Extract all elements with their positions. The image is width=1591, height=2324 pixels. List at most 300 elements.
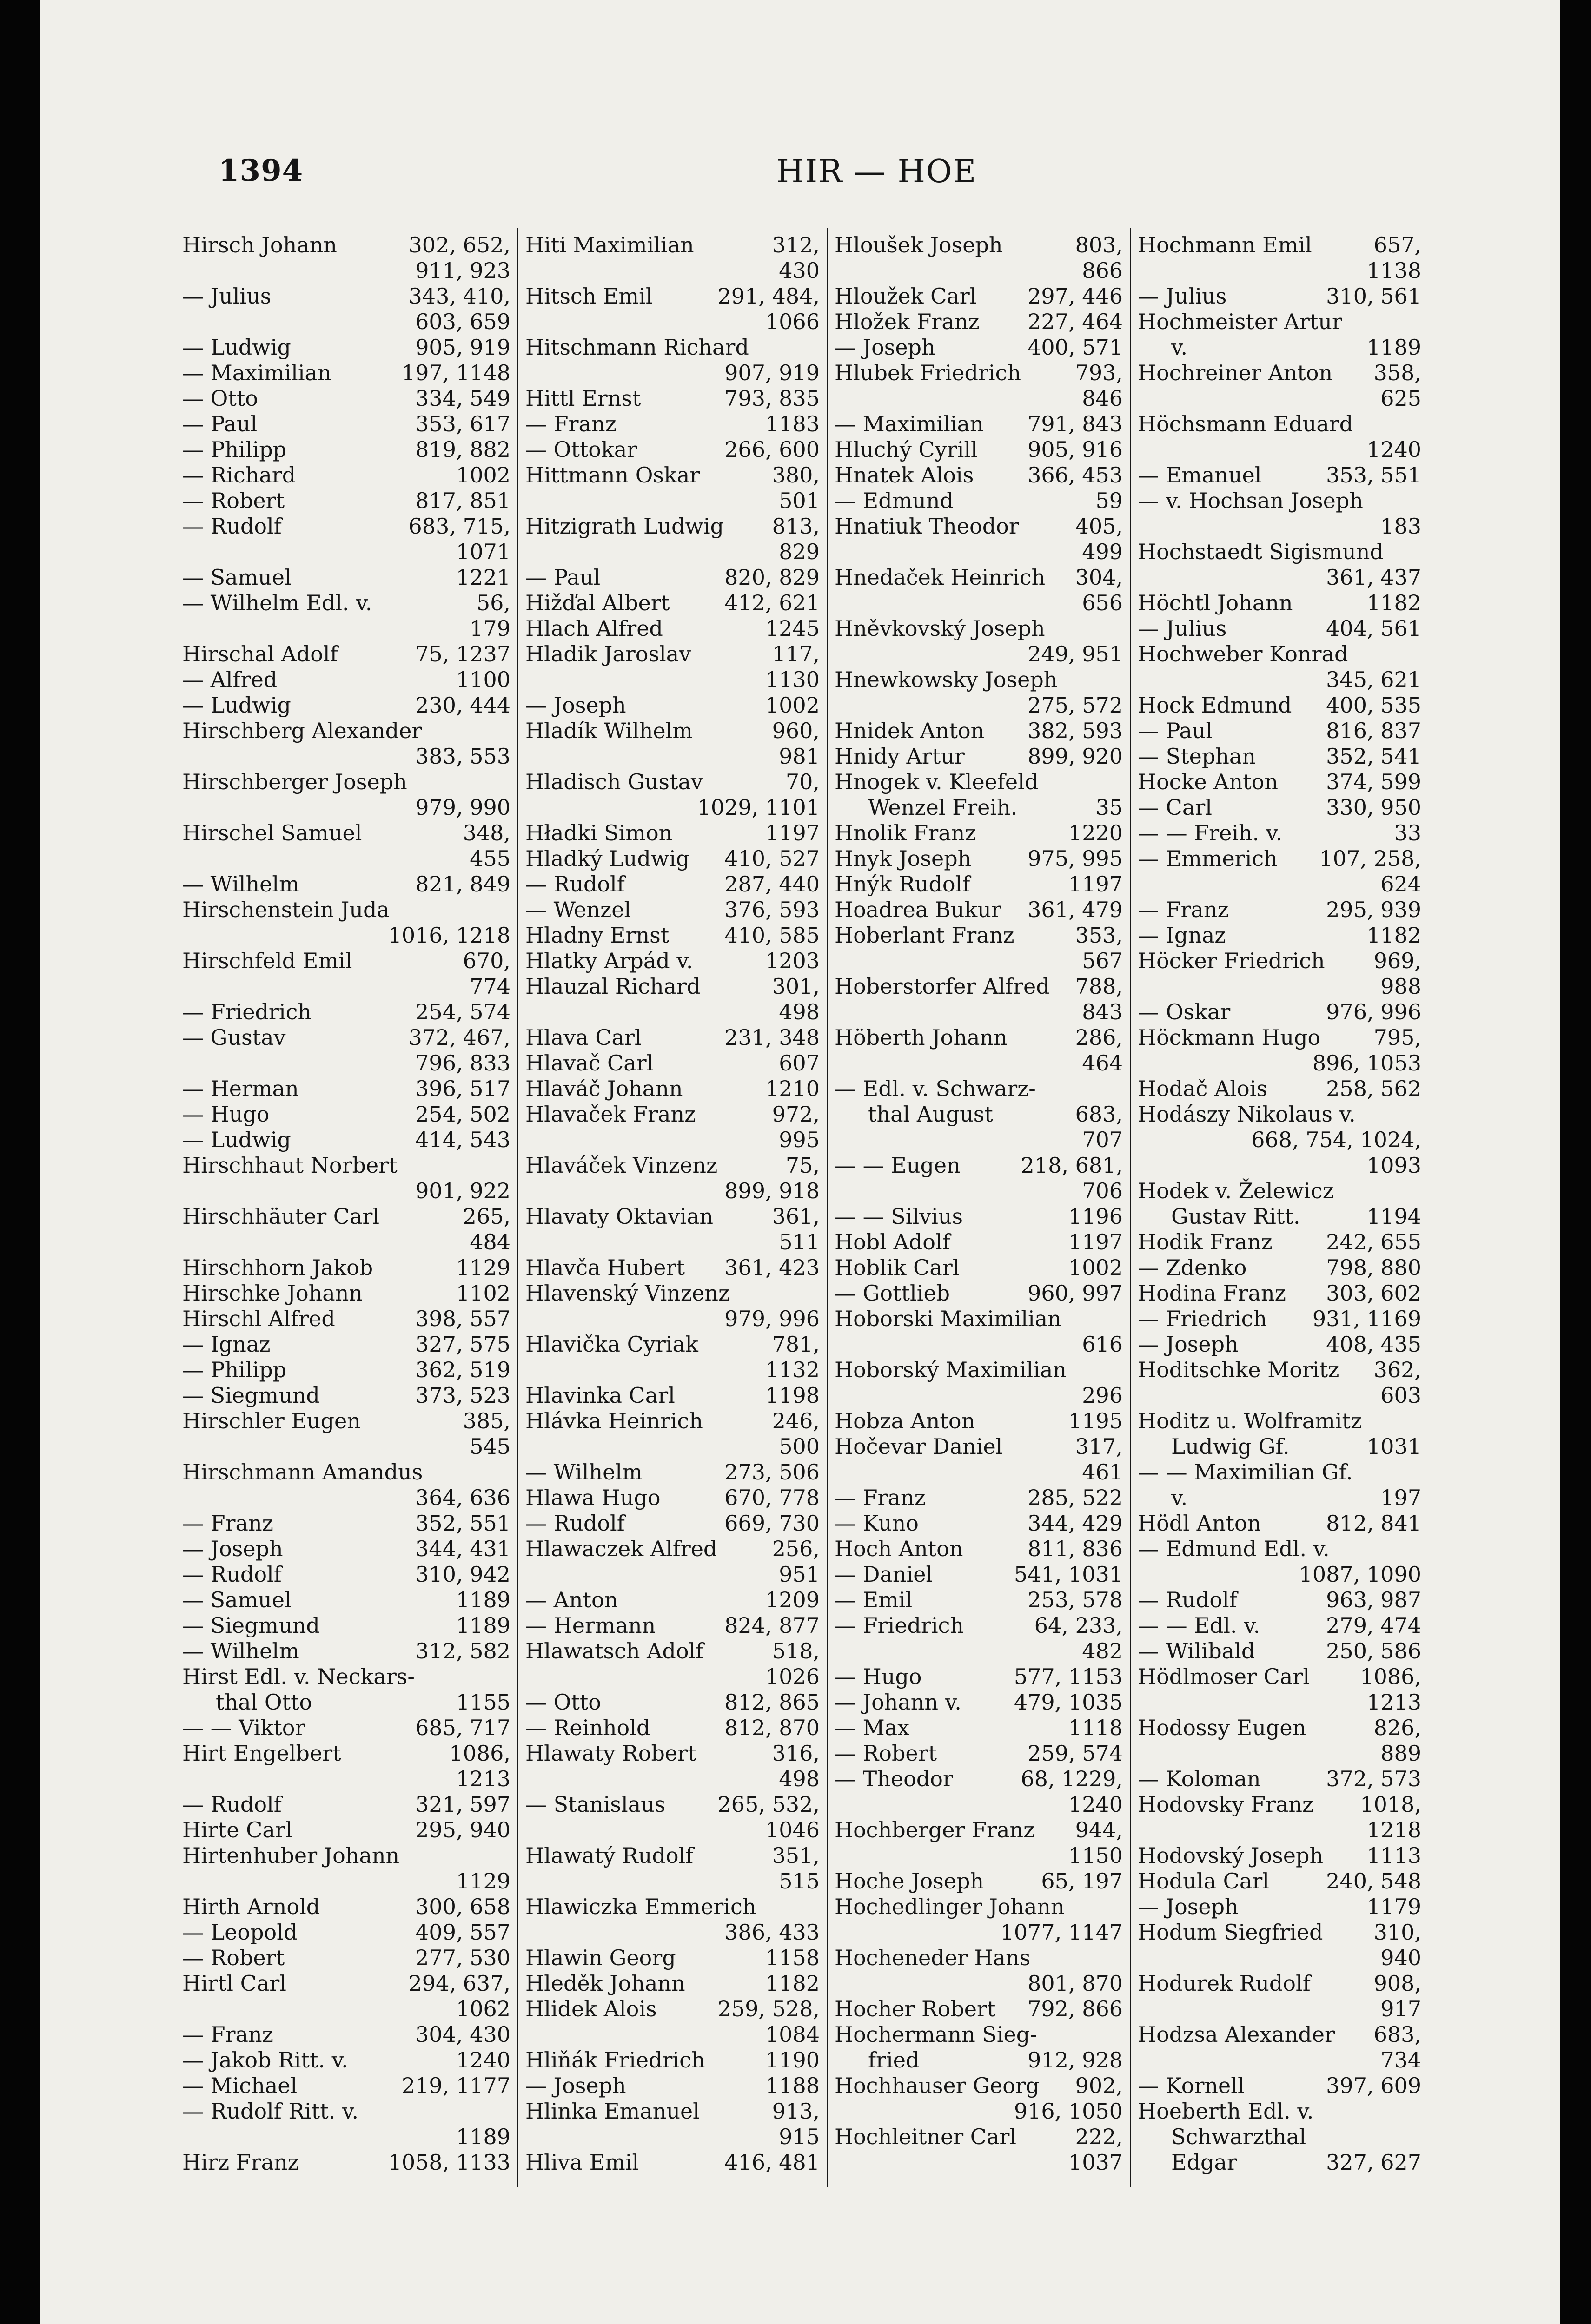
index-entry bbox=[1138, 1050, 1421, 1076]
entry-name: Hlubek Friedrich bbox=[835, 360, 1021, 385]
index-entry bbox=[1138, 769, 1421, 795]
entry-pages: 259, 574 bbox=[1028, 1741, 1123, 1766]
entry-pages: 416, 481 bbox=[724, 2150, 820, 2175]
index-entry bbox=[1138, 258, 1421, 284]
index-entry bbox=[525, 1920, 820, 1945]
index-entry bbox=[525, 1843, 820, 1868]
index-entry bbox=[835, 232, 1123, 258]
entry-name: Schwarzthal bbox=[1171, 2124, 1306, 2149]
entry-pages: 545 bbox=[470, 1434, 510, 1459]
entry-pages: 1018, bbox=[1360, 1792, 1421, 1817]
entry-name: Hoblik Carl bbox=[835, 1255, 960, 1280]
entry-pages: 484 bbox=[470, 1229, 510, 1254]
entry-name: — Siegmund bbox=[182, 1383, 320, 1408]
entry-pages: 812, 841 bbox=[1326, 1511, 1421, 1536]
index-entry bbox=[835, 2150, 1123, 2175]
entry-name: Hochedlinger Johann bbox=[835, 1894, 1065, 1919]
entry-pages: 259, 528, bbox=[717, 1996, 820, 2021]
index-entry bbox=[1138, 923, 1421, 948]
entry-pages: 817, 851 bbox=[415, 488, 510, 513]
index-entry bbox=[525, 1255, 820, 1281]
index-entry bbox=[835, 386, 1123, 411]
entry-name: — Siegmund bbox=[182, 1613, 320, 1638]
entry-name: Hlava Carl bbox=[525, 1025, 642, 1050]
entry-pages: 361, bbox=[772, 1204, 820, 1229]
entry-pages: 455 bbox=[470, 846, 510, 871]
index-entry bbox=[525, 616, 820, 641]
entry-pages: 899, 920 bbox=[1028, 744, 1123, 769]
entry-pages: 316, bbox=[772, 1741, 820, 1766]
entry-name: Hobl Adolf bbox=[835, 1229, 950, 1254]
entry-name: Ludwig Gf. bbox=[1171, 1434, 1290, 1459]
entry-pages: 1093 bbox=[1366, 1153, 1421, 1178]
entry-pages: 668, 754, 1024, bbox=[1251, 1127, 1421, 1152]
entry-pages: 482 bbox=[1082, 1638, 1123, 1664]
entry-pages: 916, 1050 bbox=[1014, 2099, 1123, 2124]
index-entry bbox=[1138, 2047, 1421, 2073]
index-entry bbox=[525, 846, 820, 872]
column-divider bbox=[1130, 228, 1131, 2187]
entry-name: — Hermann bbox=[525, 1613, 656, 1638]
entry-name: Hobza Anton bbox=[835, 1408, 975, 1433]
index-entry bbox=[182, 462, 510, 488]
entry-name: — Friedrich bbox=[182, 999, 312, 1024]
entry-name: — Ignaz bbox=[1138, 923, 1226, 948]
index-entry bbox=[182, 1229, 510, 1255]
index-entry bbox=[835, 462, 1123, 488]
entry-name: Hladny Ernst bbox=[525, 923, 670, 948]
index-entry bbox=[182, 1357, 510, 1383]
index-entry bbox=[835, 2099, 1123, 2124]
index-entry bbox=[182, 1332, 510, 1357]
index-entry bbox=[525, 1178, 820, 1204]
entry-name: Hirsch Johann bbox=[182, 232, 337, 257]
entry-pages: 327, 575 bbox=[415, 1332, 510, 1357]
entry-name: thal Otto bbox=[216, 1690, 312, 1715]
entry-name: Hlavča Hubert bbox=[525, 1255, 685, 1280]
entry-pages: 59 bbox=[1095, 488, 1123, 513]
index-entry bbox=[182, 437, 510, 462]
entry-pages: 1182 bbox=[765, 1971, 820, 1996]
entry-name: Höberth Johann bbox=[835, 1025, 1008, 1050]
index-entry bbox=[835, 1229, 1123, 1255]
index-entry bbox=[182, 948, 510, 974]
entry-name: — Maximilian bbox=[835, 411, 984, 436]
index-entry bbox=[835, 1587, 1123, 1613]
entry-name: Hloušek Joseph bbox=[835, 232, 1003, 257]
entry-pages: 1197 bbox=[1068, 1229, 1123, 1254]
index-entry bbox=[525, 1741, 820, 1766]
index-entry bbox=[835, 667, 1123, 693]
entry-pages: 265, 532, bbox=[717, 1792, 820, 1817]
entry-name: — Joseph bbox=[182, 1536, 283, 1561]
index-entry bbox=[835, 744, 1123, 769]
index-entry bbox=[182, 1741, 510, 1766]
entry-name: — Reinhold bbox=[525, 1715, 650, 1740]
entry-name: — Rudolf bbox=[182, 1562, 282, 1587]
index-entry bbox=[1138, 1102, 1421, 1127]
index-entry bbox=[1138, 616, 1421, 641]
entry-name: Hiti Maximilian bbox=[525, 232, 694, 257]
entry-pages: 706 bbox=[1082, 1178, 1123, 1203]
index-entry bbox=[182, 1920, 510, 1945]
index-entry bbox=[525, 974, 820, 999]
index-entry bbox=[1138, 1971, 1421, 1996]
index-entry bbox=[1138, 1945, 1421, 1971]
index-entry bbox=[182, 1945, 510, 1971]
index-entry bbox=[525, 769, 820, 795]
page-header bbox=[219, 153, 981, 209]
index-entry bbox=[835, 1817, 1123, 1843]
entry-pages: 607 bbox=[779, 1050, 820, 1076]
index-entry bbox=[182, 2150, 510, 2175]
entry-pages: 846 bbox=[1082, 386, 1123, 411]
entry-pages: 70, bbox=[785, 769, 820, 794]
index-entry bbox=[835, 1357, 1123, 1383]
entry-pages: 266, 600 bbox=[724, 437, 820, 462]
entry-name: Hocke Anton bbox=[1138, 769, 1278, 794]
index-entry bbox=[525, 744, 820, 769]
entry-pages: 603, 659 bbox=[415, 309, 510, 334]
index-entry bbox=[182, 718, 510, 744]
entry-pages: 285, 522 bbox=[1028, 1485, 1123, 1510]
entry-name: Hirschhaut Norbert bbox=[182, 1153, 398, 1178]
entry-pages: 899, 918 bbox=[724, 1178, 820, 1203]
index-entry bbox=[182, 1102, 510, 1127]
entry-name: Hoch Anton bbox=[835, 1536, 963, 1561]
entry-pages: 343, 410, bbox=[408, 284, 510, 309]
entry-name: — Joseph bbox=[525, 693, 626, 718]
entry-name: Hladík Wilhelm bbox=[525, 718, 693, 743]
entry-pages: 940 bbox=[1380, 1945, 1421, 1970]
entry-pages: 498 bbox=[779, 1766, 820, 1791]
entry-pages: 242, 655 bbox=[1326, 1229, 1421, 1254]
entry-pages: 819, 882 bbox=[415, 437, 510, 462]
entry-pages: 1245 bbox=[765, 616, 820, 641]
entry-pages: 931, 1169 bbox=[1312, 1306, 1421, 1331]
entry-pages: 464 bbox=[1082, 1050, 1123, 1076]
index-entry bbox=[835, 488, 1123, 514]
entry-pages: 461 bbox=[1082, 1459, 1123, 1485]
index-entry bbox=[1138, 1817, 1421, 1843]
index-entry bbox=[182, 1766, 510, 1792]
entry-name: — Emil bbox=[835, 1587, 913, 1612]
entry-pages: 685, 717 bbox=[415, 1715, 510, 1740]
entry-pages: 603 bbox=[1380, 1383, 1421, 1408]
entry-pages: 362, bbox=[1373, 1357, 1421, 1382]
index-entry bbox=[182, 1996, 510, 2022]
index-entry bbox=[835, 437, 1123, 462]
index-entry bbox=[182, 641, 510, 667]
index-entry bbox=[835, 1996, 1123, 2022]
index-entry bbox=[182, 1638, 510, 1664]
index-entry bbox=[525, 488, 820, 514]
entry-pages: 218, 681, bbox=[1021, 1153, 1123, 1178]
entry-pages: 35 bbox=[1095, 795, 1123, 820]
index-entry bbox=[182, 1050, 510, 1076]
index-entry bbox=[835, 1332, 1123, 1357]
entry-pages: 327, 627 bbox=[1326, 2150, 1421, 2175]
entry-pages: 616 bbox=[1082, 1332, 1123, 1357]
entry-name: Hoberstorfer Alfred bbox=[835, 974, 1050, 999]
entry-name: — Oskar bbox=[1138, 999, 1231, 1024]
entry-name: — Rudolf bbox=[1138, 1587, 1237, 1612]
entry-pages: 500 bbox=[779, 1434, 820, 1459]
index-entry bbox=[182, 1383, 510, 1408]
entry-name: Hodik Franz bbox=[1138, 1229, 1273, 1254]
entry-pages: 75, bbox=[785, 1153, 820, 1178]
entry-pages: 1118 bbox=[1068, 1715, 1123, 1740]
entry-pages: 240, 548 bbox=[1326, 1868, 1421, 1894]
index-entry bbox=[182, 1536, 510, 1562]
index-entry bbox=[182, 616, 510, 641]
index-entry bbox=[835, 1025, 1123, 1050]
index-entry bbox=[525, 1613, 820, 1638]
entry-pages: 372, 467, bbox=[408, 1025, 510, 1050]
entry-pages: 793, 835 bbox=[724, 386, 820, 411]
index-entry bbox=[525, 2022, 820, 2047]
entry-name: — Ignaz bbox=[182, 1332, 271, 1357]
entry-pages: 400, 571 bbox=[1028, 335, 1123, 360]
entry-name: — Stephan bbox=[1138, 744, 1256, 769]
entry-pages: 625 bbox=[1380, 386, 1421, 411]
index-entry bbox=[1138, 2073, 1421, 2099]
entry-name: — Otto bbox=[525, 1690, 601, 1715]
entry-name: Hnatiuk Theodor bbox=[835, 514, 1019, 539]
entry-name: — Joseph bbox=[835, 335, 935, 360]
entry-pages: 1037 bbox=[1068, 2150, 1123, 2175]
index-entry bbox=[1138, 232, 1421, 258]
entry-pages: 1130 bbox=[765, 667, 820, 692]
entry-pages: 1196 bbox=[1068, 1204, 1123, 1229]
entry-name: Hoborský Maximilian bbox=[835, 1357, 1067, 1382]
entry-name: Hochmeister Artur bbox=[1138, 309, 1342, 334]
entry-name: Hlawatý Rudolf bbox=[525, 1843, 694, 1868]
entry-pages: 479, 1035 bbox=[1014, 1690, 1123, 1715]
index-entry bbox=[525, 897, 820, 923]
entry-name: Hlawaczek Alfred bbox=[525, 1536, 717, 1561]
index-entry bbox=[1138, 1153, 1421, 1178]
entry-name: Hodula Carl bbox=[1138, 1868, 1269, 1894]
entry-pages: 256, bbox=[772, 1536, 820, 1561]
index-entry bbox=[1138, 846, 1421, 872]
index-entry bbox=[182, 1715, 510, 1741]
entry-pages: 1197 bbox=[1068, 872, 1123, 897]
index-entry bbox=[182, 1408, 510, 1434]
index-entry bbox=[182, 999, 510, 1025]
entry-name: — Stanislaus bbox=[525, 1792, 666, 1817]
entry-pages: 960, 997 bbox=[1028, 1281, 1123, 1306]
entry-pages: 915 bbox=[779, 2124, 820, 2149]
index-entry bbox=[525, 411, 820, 437]
entry-name: Hnidek Anton bbox=[835, 718, 985, 743]
entry-name: — Rudolf bbox=[525, 872, 625, 897]
entry-pages: 1155 bbox=[456, 1690, 510, 1715]
entry-pages: 385, bbox=[463, 1408, 510, 1433]
column-divider bbox=[517, 228, 518, 2187]
entry-name: Hlavinka Carl bbox=[525, 1383, 675, 1408]
entry-name: — Emanuel bbox=[1138, 462, 1262, 488]
entry-pages: 829 bbox=[779, 539, 820, 564]
entry-pages: 1077, 1147 bbox=[1000, 1920, 1123, 1945]
entry-name: Hlávka Heinrich bbox=[525, 1408, 703, 1433]
entry-pages: 1016, 1218 bbox=[388, 923, 510, 948]
index-entry bbox=[1138, 1868, 1421, 1894]
entry-name: Hlawa Hugo bbox=[525, 1485, 661, 1510]
entry-pages: 866 bbox=[1082, 258, 1123, 283]
entry-name: — Julius bbox=[1138, 284, 1227, 309]
entry-pages: 410, 527 bbox=[724, 846, 820, 871]
entry-name: Hoditz u. Wolframitz bbox=[1138, 1408, 1362, 1433]
entry-name: Hnolik Franz bbox=[835, 820, 976, 845]
index-entry bbox=[182, 232, 510, 258]
entry-pages: 901, 922 bbox=[415, 1178, 510, 1203]
entry-name: Hnewkowsky Joseph bbox=[835, 667, 1058, 692]
entry-pages: 1062 bbox=[456, 1996, 510, 2021]
index-entry bbox=[835, 1638, 1123, 1664]
index-entry bbox=[525, 2073, 820, 2099]
entry-pages: 498 bbox=[779, 999, 820, 1024]
entry-name: Hochstaedt Sigismund bbox=[1138, 539, 1384, 564]
entry-pages: 976, 996 bbox=[1326, 999, 1421, 1024]
entry-name: — Hugo bbox=[182, 1102, 270, 1127]
entry-pages: 657, bbox=[1373, 232, 1421, 257]
index-entry bbox=[182, 2022, 510, 2047]
index-entry bbox=[835, 1690, 1123, 1715]
entry-name: Hirt Engelbert bbox=[182, 1741, 341, 1766]
index-entry bbox=[1138, 2099, 1421, 2124]
index-entry bbox=[182, 1178, 510, 1204]
entry-pages: 317, bbox=[1075, 1434, 1123, 1459]
entry-pages: 295, 940 bbox=[415, 1817, 510, 1842]
entry-name: Hirschler Eugen bbox=[182, 1408, 361, 1433]
entry-pages: 791, 843 bbox=[1028, 411, 1123, 436]
index-entry bbox=[525, 514, 820, 539]
index-entry bbox=[835, 1408, 1123, 1434]
entry-pages: 312, bbox=[772, 232, 820, 257]
index-entry bbox=[182, 1204, 510, 1229]
entry-pages: 981 bbox=[779, 744, 820, 769]
entry-pages: 404, 561 bbox=[1326, 616, 1421, 641]
entry-name: Hirth Arnold bbox=[182, 1894, 320, 1919]
entry-name: Hochermann Sieg- bbox=[835, 2022, 1037, 2047]
entry-pages: 1066 bbox=[765, 309, 820, 334]
entry-pages: 1240 bbox=[456, 2047, 510, 2073]
entry-pages: 501 bbox=[779, 488, 820, 513]
index-entry bbox=[525, 2099, 820, 2124]
entry-name: — Theodor bbox=[835, 1766, 953, 1791]
index-entry bbox=[835, 795, 1123, 820]
index-entry bbox=[525, 1996, 820, 2022]
entry-name: Hodum Siegfried bbox=[1138, 1920, 1323, 1945]
index-column-3 bbox=[835, 232, 1123, 2185]
index-entry bbox=[182, 488, 510, 514]
entry-name: — — Viktor bbox=[182, 1715, 305, 1740]
index-entry bbox=[835, 923, 1123, 948]
entry-name: Hochmann Emil bbox=[1138, 232, 1312, 257]
entry-name: Hirst Edl. v. Neckars- bbox=[182, 1664, 415, 1689]
index-entry bbox=[835, 565, 1123, 590]
index-entry bbox=[1138, 1255, 1421, 1281]
entry-pages: 296 bbox=[1082, 1383, 1123, 1408]
index-entry bbox=[1138, 820, 1421, 846]
index-entry bbox=[182, 2124, 510, 2150]
entry-pages: 1129 bbox=[456, 1868, 510, 1894]
entry-pages: 65, 197 bbox=[1041, 1868, 1123, 1894]
index-entry bbox=[835, 974, 1123, 999]
entry-name: — Paul bbox=[1138, 718, 1213, 743]
entry-name: — — Eugen bbox=[835, 1153, 961, 1178]
entry-name: Hlidek Alois bbox=[525, 1996, 657, 2021]
entry-name: Hodek v. Želewicz bbox=[1138, 1178, 1334, 1203]
index-entry bbox=[1138, 437, 1421, 462]
index-entry bbox=[1138, 1843, 1421, 1868]
index-entry bbox=[1138, 284, 1421, 309]
index-entry bbox=[835, 769, 1123, 795]
entry-name: Hödl Anton bbox=[1138, 1511, 1261, 1536]
entry-name: Hlawiczka Emmerich bbox=[525, 1894, 756, 1919]
entry-pages: 734 bbox=[1380, 2047, 1421, 2073]
entry-pages: 1198 bbox=[765, 1383, 820, 1408]
entry-name: Hirschfeld Emil bbox=[182, 948, 352, 973]
entry-name: — Joseph bbox=[1138, 1894, 1239, 1919]
entry-pages: 304, 430 bbox=[415, 2022, 510, 2047]
entry-name: Hirz Franz bbox=[182, 2150, 299, 2175]
entry-pages: 911, 923 bbox=[415, 258, 510, 283]
entry-pages: 683, bbox=[1373, 2022, 1421, 2047]
entry-pages: 412, 621 bbox=[724, 590, 820, 615]
entry-pages: 913, bbox=[772, 2099, 820, 2124]
entry-pages: 912, 928 bbox=[1028, 2047, 1123, 2073]
entry-pages: 297, 446 bbox=[1028, 284, 1123, 309]
entry-pages: 683, bbox=[1075, 1102, 1123, 1127]
entry-pages: 397, 609 bbox=[1326, 2073, 1421, 2098]
index-entry bbox=[525, 258, 820, 284]
entry-name: — Wilhelm bbox=[182, 1638, 299, 1664]
index-entry bbox=[1138, 335, 1421, 360]
index-entry bbox=[835, 1485, 1123, 1511]
index-entry bbox=[835, 411, 1123, 437]
entry-pages: 405, bbox=[1075, 514, 1123, 539]
entry-pages: 1188 bbox=[765, 2073, 820, 2098]
entry-pages: 577, 1153 bbox=[1014, 1664, 1123, 1689]
index-entry bbox=[1138, 1383, 1421, 1408]
index-entry bbox=[835, 1766, 1123, 1792]
entry-name: Hitzigrath Ludwig bbox=[525, 514, 724, 539]
entry-pages: 295, 939 bbox=[1326, 897, 1421, 922]
entry-pages: 820, 829 bbox=[724, 565, 820, 590]
entry-name: Hižďal Albert bbox=[525, 590, 670, 615]
index-entry bbox=[1138, 641, 1421, 667]
entry-pages: 812, 865 bbox=[724, 1690, 820, 1715]
index-entry bbox=[182, 872, 510, 897]
index-entry bbox=[182, 1971, 510, 1996]
entry-name: — v. Hochsan Joseph bbox=[1138, 488, 1363, 513]
index-entry bbox=[525, 1025, 820, 1050]
index-entry bbox=[835, 1306, 1123, 1332]
index-entry bbox=[1138, 539, 1421, 565]
index-entry bbox=[1138, 514, 1421, 539]
entry-pages: 353, bbox=[1075, 923, 1123, 948]
entry-pages: 1182 bbox=[1366, 923, 1421, 948]
entry-pages: 670, bbox=[463, 948, 510, 973]
entry-pages: 707 bbox=[1082, 1127, 1123, 1152]
entry-pages: 1087, 1090 bbox=[1299, 1562, 1421, 1587]
entry-name: — Jakob Ritt. v. bbox=[182, 2047, 348, 2073]
entry-pages: 254, 502 bbox=[415, 1102, 510, 1127]
entry-name: Hirschal Adolf bbox=[182, 641, 338, 667]
entry-pages: 518, bbox=[772, 1638, 820, 1664]
